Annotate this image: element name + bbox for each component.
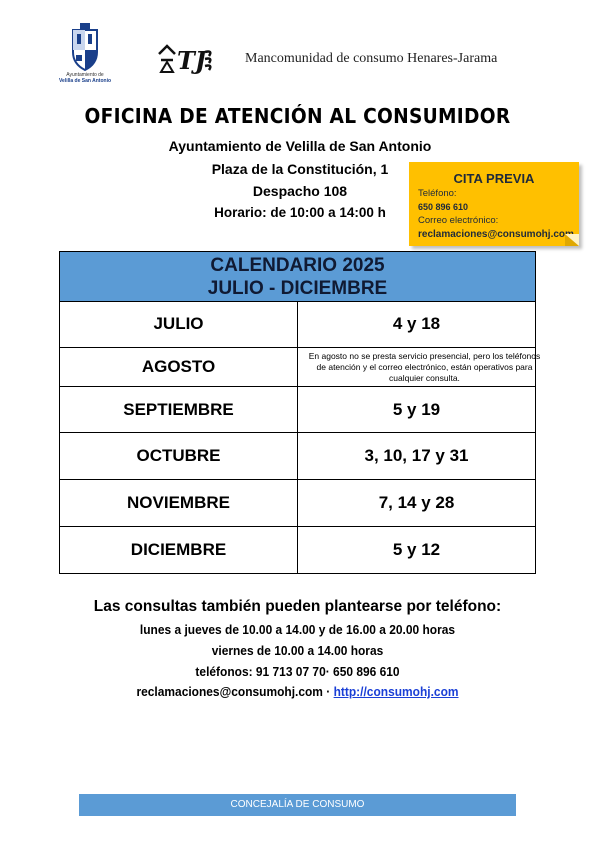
month-cell: OCTUBRE <box>60 433 298 479</box>
info-email: reclamaciones@consumohj.com · <box>136 684 331 699</box>
note-phone: 650 896 610 <box>418 202 469 212</box>
table-row <box>59 301 536 348</box>
address-line-2: Plaza de la Constitución, 1 <box>211 161 389 177</box>
month-cell: DICIEMBRE <box>60 527 298 573</box>
footer-text: CONCEJALÍA DE CONSUMO <box>230 799 365 810</box>
note-title: CITA PREVIA <box>453 171 535 186</box>
calendar-title: CALENDARIO 2025 <box>210 255 385 276</box>
footer-bar <box>79 794 516 816</box>
organization-name: Mancomunidad de consumo Henares-Jarama <box>245 51 498 66</box>
opening-hours: Horario: de 10:00 a 14:00 h <box>214 205 386 220</box>
note-page-curl <box>565 234 579 246</box>
calendar-subtitle: JULIO - DICIEMBRE <box>207 278 388 299</box>
info-heading: Las consultas también pueden plantearse por teléfono: <box>93 598 502 615</box>
note-phone-label: Teléfono: <box>418 188 457 199</box>
info-phones: teléfonos: 91 713 07 70· 650 896 610 <box>195 664 400 679</box>
august-note-cell: En agosto no se presta servicio presencial, pero los teléfonos de atención y el correo electrónico, están operativos para cualquier consulta. <box>308 350 541 383</box>
days-cell: 7, 14 y 28 <box>378 493 455 512</box>
month-cell: SEPTIEMBRE <box>60 387 298 432</box>
calendar-header <box>59 251 536 302</box>
address-line-1: Ayuntamiento de Velilla de San Antonio <box>168 138 432 154</box>
website-link[interactable]: http://consumohj.com <box>333 684 459 699</box>
table-row <box>59 387 536 433</box>
crest-caption-town: Velilla de San Antonio <box>58 78 112 84</box>
days-cell: 5 y 19 <box>392 399 441 419</box>
days-cell: 3, 10, 17 y 31 <box>364 446 469 465</box>
month-cell: NOVIEMBRE <box>60 480 298 526</box>
days-cell: 4 y 18 <box>392 314 441 333</box>
logo-letters: TJ <box>177 46 207 75</box>
table-row <box>59 433 536 480</box>
calendar-table <box>59 251 541 575</box>
mancomunidad-logo <box>157 42 219 78</box>
crest-caption: Ayuntamiento de <box>66 72 104 78</box>
month-cell: JULIO <box>60 301 298 347</box>
table-row <box>59 527 536 574</box>
page-title: OFICINA DE ATENCIÓN AL CONSUMIDOR <box>84 104 511 128</box>
info-hours-weekdays: lunes a jueves de 10.00 a 14.00 y de 16.00 a 20.00 horas <box>139 622 456 637</box>
address-line-3: Despacho 108 <box>252 183 348 199</box>
note-email-label: Correo electrónico: <box>418 215 499 226</box>
table-row <box>59 480 536 527</box>
table-row <box>59 348 541 387</box>
days-cell: 5 y 12 <box>392 540 441 559</box>
month-cell: AGOSTO <box>60 348 298 386</box>
cita-previa-note <box>409 162 579 246</box>
info-contact <box>24 684 571 699</box>
note-email: reclamaciones@consumohj.com <box>418 229 574 240</box>
info-hours-friday: viernes de 10.00 a 14.00 horas <box>211 643 384 658</box>
